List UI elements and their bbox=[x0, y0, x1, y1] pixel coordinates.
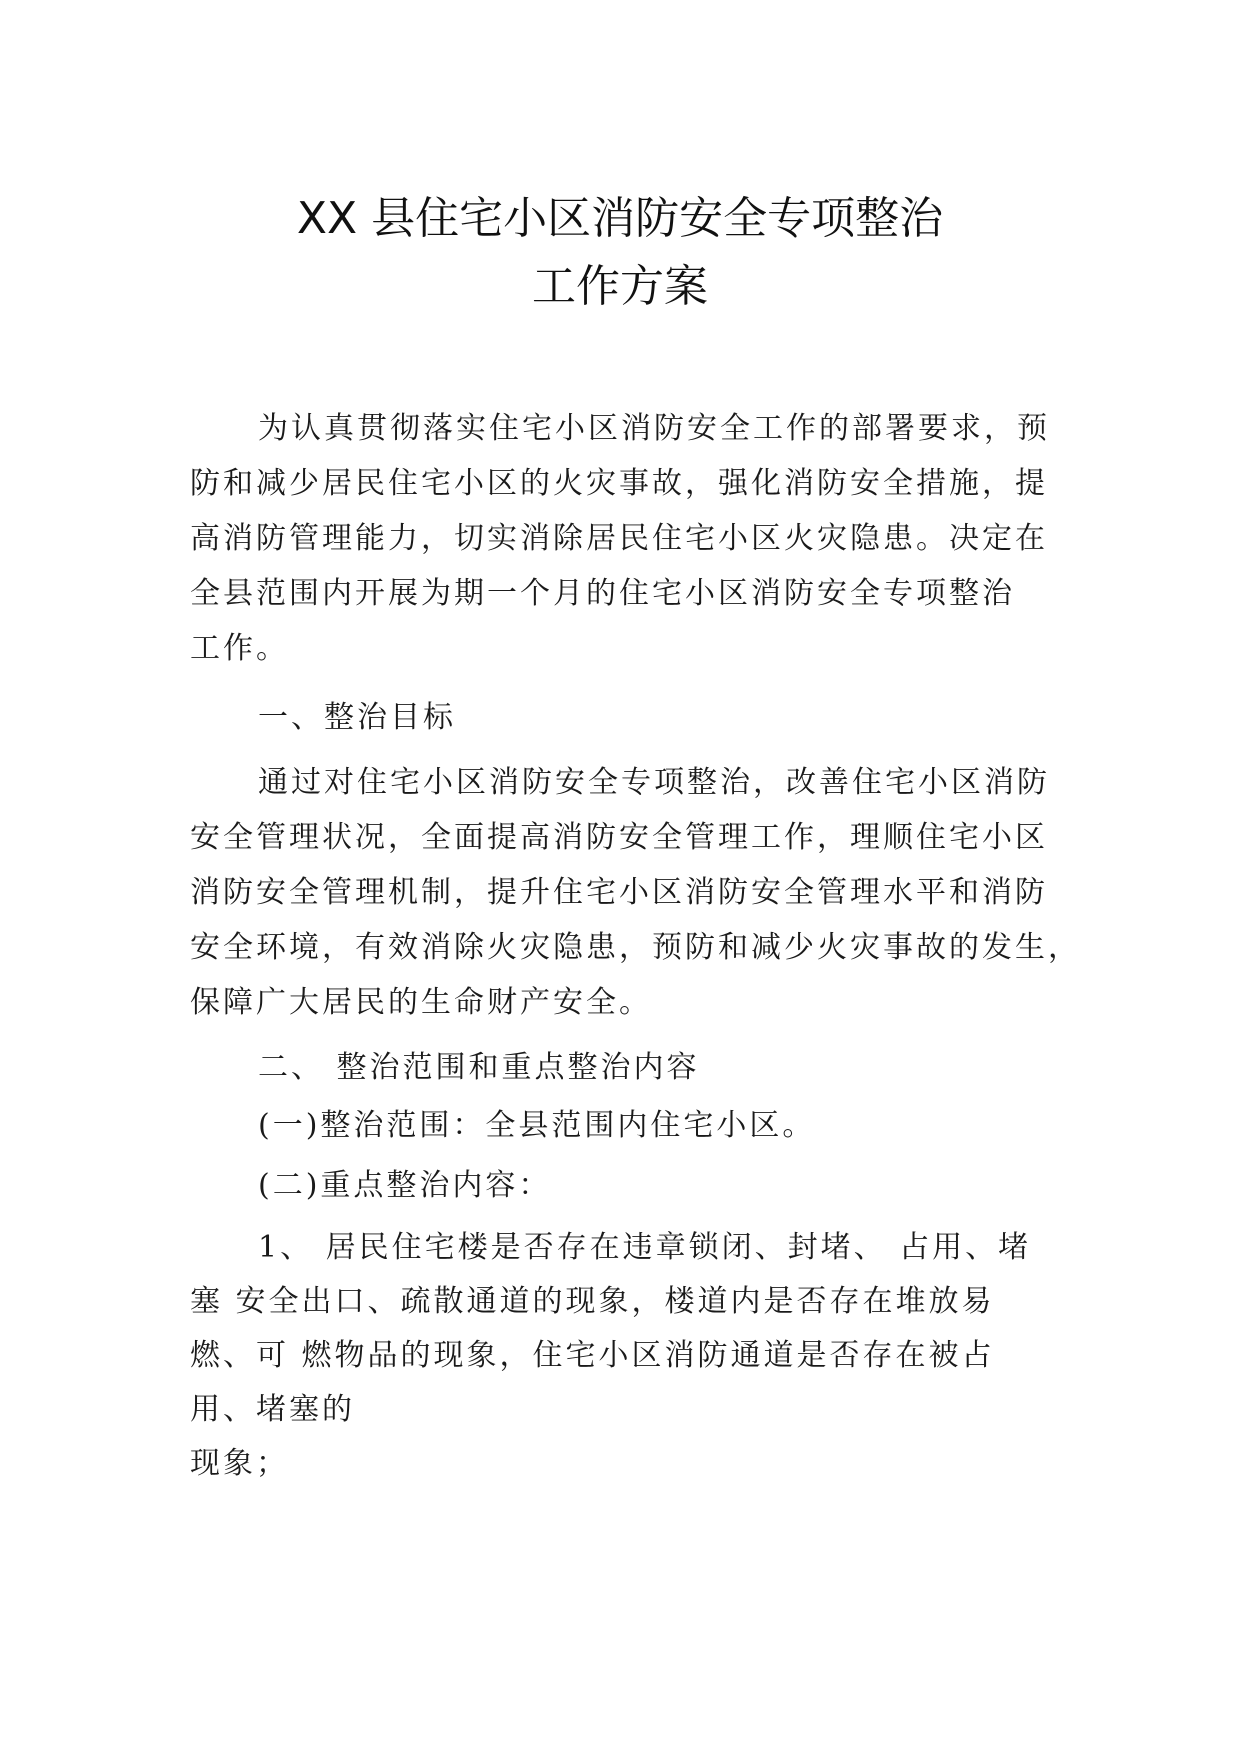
intro-paragraph-line: 全县范围内开展为期一个月的住宅小区消防安全专项整治 bbox=[190, 576, 1015, 611]
key-content-item-line: 现象； bbox=[190, 1446, 289, 1481]
goals-paragraph-line: 消防安全管理机制，提升住宅小区消防安全管理水平和消防 bbox=[190, 875, 1048, 910]
document-title-line2: 工作方案 bbox=[532, 261, 708, 312]
key-content-item-line: 燃、可 燃物品的现象，住宅小区消防通道是否存在被占 bbox=[190, 1338, 995, 1373]
key-content-item-line: 用、堵塞的 bbox=[190, 1392, 355, 1427]
goals-paragraph-line: 保障广大居民的生命财产安全。 bbox=[190, 985, 652, 1020]
intro-paragraph-line: 防和减少居民住宅小区的火灾事故，强化消防安全措施，提 bbox=[190, 466, 1048, 501]
key-content-item-line: 塞 安全出口、疏散通道的现象，楼道内是否存在堆放易 bbox=[190, 1284, 995, 1319]
intro-paragraph-line: 工作。 bbox=[190, 631, 289, 666]
goals-paragraph-line: 安全管理状况，全面提高消防安全管理工作，理顺住宅小区 bbox=[190, 820, 1048, 855]
goals-paragraph-line: 通过对住宅小区消防安全专项整治，改善住宅小区消防 bbox=[258, 765, 1050, 800]
goals-paragraph-line: 安全环境，有效消除火灾隐患，预防和减少火灾事故的发生， bbox=[190, 930, 1081, 965]
key-content-heading: (二)重点整治内容： bbox=[258, 1168, 552, 1203]
scope-item: (一)整治范围：全县范围内住宅小区。 bbox=[258, 1108, 816, 1143]
section-heading-scope: 二、 整治范围和重点整治内容 bbox=[258, 1050, 700, 1085]
document-title-line1: XX 县住宅小区消防安全专项整治 bbox=[296, 193, 944, 244]
intro-paragraph-line: 高消防管理能力，切实消除居民住宅小区火灾隐患。决定在 bbox=[190, 521, 1048, 556]
key-content-item-line: 1、 居民住宅楼是否存在违章锁闭、封堵、 占用、堵 bbox=[258, 1230, 1032, 1265]
intro-paragraph-line: 为认真贯彻落实住宅小区消防安全工作的部署要求，预 bbox=[258, 411, 1050, 446]
section-heading-goals: 一、整治目标 bbox=[258, 700, 456, 735]
